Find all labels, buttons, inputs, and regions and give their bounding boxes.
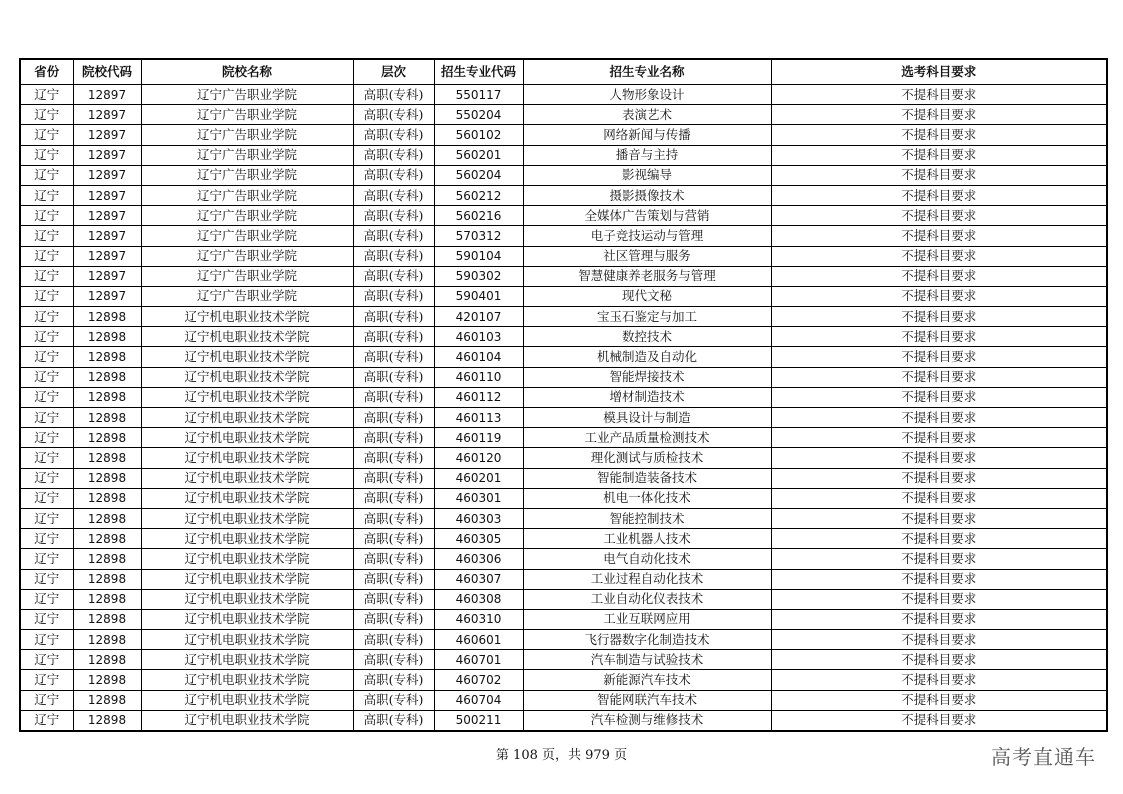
cell-province: 辽宁 xyxy=(20,145,73,165)
cell-major-code: 460103 xyxy=(434,327,523,347)
cell-major-name: 社区管理与服务 xyxy=(523,246,771,266)
cell-school-code: 12897 xyxy=(73,105,141,125)
cell-major-name: 理化测试与质检技术 xyxy=(523,448,771,468)
cell-major-code: 460702 xyxy=(434,670,523,690)
table-row xyxy=(20,347,1107,367)
cell-province: 辽宁 xyxy=(20,589,73,609)
cell-major-code: 460201 xyxy=(434,468,523,488)
cell-subject-requirement: 不提科目要求 xyxy=(771,307,1107,327)
page-number: 第 108 页，共 979 页 xyxy=(495,748,628,763)
cell-province: 辽宁 xyxy=(20,327,73,347)
cell-major-name: 新能源汽车技术 xyxy=(523,670,771,690)
cell-major-code: 460110 xyxy=(434,367,523,387)
cell-province: 辽宁 xyxy=(20,710,73,731)
cell-province: 辽宁 xyxy=(20,105,73,125)
cell-school-name: 辽宁广告职业学院 xyxy=(141,125,353,145)
cell-school-code: 12897 xyxy=(73,246,141,266)
cell-school-code: 12898 xyxy=(73,347,141,367)
cell-level: 高职(专科) xyxy=(353,690,434,710)
cell-school-code: 12898 xyxy=(73,690,141,710)
cell-major-name: 汽车检测与维修技术 xyxy=(523,710,771,731)
table-header xyxy=(20,59,1107,85)
cell-province: 辽宁 xyxy=(20,609,73,629)
cell-level: 高职(专科) xyxy=(353,569,434,589)
cell-school-name: 辽宁广告职业学院 xyxy=(141,165,353,185)
cell-province: 辽宁 xyxy=(20,165,73,185)
cell-major-name: 智能控制技术 xyxy=(523,508,771,528)
cell-school-name: 辽宁机电职业技术学院 xyxy=(141,468,353,488)
cell-province: 辽宁 xyxy=(20,206,73,226)
cell-major-name: 智能网联汽车技术 xyxy=(523,690,771,710)
cell-major-code: 460119 xyxy=(434,428,523,448)
cell-province: 辽宁 xyxy=(20,428,73,448)
cell-subject-requirement: 不提科目要求 xyxy=(771,549,1107,569)
cell-major-code: 500211 xyxy=(434,710,523,731)
cell-school-name: 辽宁机电职业技术学院 xyxy=(141,387,353,407)
cell-major-name: 智能焊接技术 xyxy=(523,367,771,387)
cell-major-code: 460301 xyxy=(434,488,523,508)
cell-major-name: 模具设计与制造 xyxy=(523,408,771,428)
cell-school-name: 辽宁广告职业学院 xyxy=(141,286,353,306)
cell-subject-requirement: 不提科目要求 xyxy=(771,468,1107,488)
cell-school-name: 辽宁机电职业技术学院 xyxy=(141,347,353,367)
table-row xyxy=(20,589,1107,609)
cell-major-name: 影视编导 xyxy=(523,165,771,185)
cell-major-name: 电子竞技运动与管理 xyxy=(523,226,771,246)
cell-level: 高职(专科) xyxy=(353,529,434,549)
cell-major-code: 460701 xyxy=(434,650,523,670)
cell-level: 高职(专科) xyxy=(353,408,434,428)
cell-subject-requirement: 不提科目要求 xyxy=(771,286,1107,306)
cell-subject-requirement: 不提科目要求 xyxy=(771,529,1107,549)
cell-subject-requirement: 不提科目要求 xyxy=(771,105,1107,125)
table-row xyxy=(20,367,1107,387)
cell-subject-requirement: 不提科目要求 xyxy=(771,206,1107,226)
cell-school-name: 辽宁机电职业技术学院 xyxy=(141,508,353,528)
cell-major-code: 460601 xyxy=(434,630,523,650)
cell-school-code: 12898 xyxy=(73,448,141,468)
cell-major-code: 420107 xyxy=(434,307,523,327)
table-row xyxy=(20,609,1107,629)
cell-school-code: 12898 xyxy=(73,408,141,428)
cell-major-name: 摄影摄像技术 xyxy=(523,185,771,205)
cell-school-name: 辽宁机电职业技术学院 xyxy=(141,609,353,629)
cell-level: 高职(专科) xyxy=(353,246,434,266)
header-major-name: 招生专业名称 xyxy=(523,59,771,85)
cell-school-name: 辽宁机电职业技术学院 xyxy=(141,408,353,428)
cell-major-code: 460112 xyxy=(434,387,523,407)
cell-subject-requirement: 不提科目要求 xyxy=(771,609,1107,629)
cell-subject-requirement: 不提科目要求 xyxy=(771,508,1107,528)
cell-province: 辽宁 xyxy=(20,226,73,246)
cell-subject-requirement: 不提科目要求 xyxy=(771,246,1107,266)
cell-subject-requirement: 不提科目要求 xyxy=(771,266,1107,286)
cell-school-code: 12898 xyxy=(73,508,141,528)
cell-major-code: 560212 xyxy=(434,185,523,205)
cell-school-name: 辽宁广告职业学院 xyxy=(141,105,353,125)
cell-school-code: 12898 xyxy=(73,428,141,448)
cell-school-code: 12898 xyxy=(73,488,141,508)
table-row xyxy=(20,206,1107,226)
cell-major-code: 460310 xyxy=(434,609,523,629)
cell-major-code: 460104 xyxy=(434,347,523,367)
cell-school-code: 12897 xyxy=(73,286,141,306)
cell-major-name: 增材制造技术 xyxy=(523,387,771,407)
cell-level: 高职(专科) xyxy=(353,105,434,125)
cell-school-name: 辽宁广告职业学院 xyxy=(141,266,353,286)
cell-school-name: 辽宁广告职业学院 xyxy=(141,246,353,266)
cell-school-code: 12898 xyxy=(73,307,141,327)
cell-province: 辽宁 xyxy=(20,125,73,145)
cell-major-name: 现代文秘 xyxy=(523,286,771,306)
cell-school-name: 辽宁机电职业技术学院 xyxy=(141,670,353,690)
cell-school-name: 辽宁机电职业技术学院 xyxy=(141,630,353,650)
table-row xyxy=(20,630,1107,650)
cell-major-code: 590104 xyxy=(434,246,523,266)
cell-level: 高职(专科) xyxy=(353,589,434,609)
cell-subject-requirement: 不提科目要求 xyxy=(771,387,1107,407)
cell-major-code: 550117 xyxy=(434,85,523,105)
cell-school-name: 辽宁机电职业技术学院 xyxy=(141,690,353,710)
cell-major-name: 机电一体化技术 xyxy=(523,488,771,508)
table-row xyxy=(20,246,1107,266)
cell-school-code: 12897 xyxy=(73,185,141,205)
table-row xyxy=(20,185,1107,205)
cell-major-name: 工业机器人技术 xyxy=(523,529,771,549)
cell-level: 高职(专科) xyxy=(353,165,434,185)
cell-province: 辽宁 xyxy=(20,448,73,468)
cell-school-name: 辽宁机电职业技术学院 xyxy=(141,428,353,448)
cell-school-name: 辽宁广告职业学院 xyxy=(141,85,353,105)
cell-major-code: 460308 xyxy=(434,589,523,609)
cell-level: 高职(专科) xyxy=(353,125,434,145)
cell-major-code: 590401 xyxy=(434,286,523,306)
cell-school-code: 12898 xyxy=(73,529,141,549)
table-row xyxy=(20,286,1107,306)
table-row xyxy=(20,408,1107,428)
cell-level: 高职(专科) xyxy=(353,448,434,468)
table-row xyxy=(20,468,1107,488)
header-school-name: 院校名称 xyxy=(141,59,353,85)
cell-school-name: 辽宁机电职业技术学院 xyxy=(141,367,353,387)
cell-major-name: 飞行器数字化制造技术 xyxy=(523,630,771,650)
cell-major-name: 全媒体广告策划与营销 xyxy=(523,206,771,226)
header-major-code: 招生专业代码 xyxy=(434,59,523,85)
cell-subject-requirement: 不提科目要求 xyxy=(771,85,1107,105)
cell-major-name: 电气自动化技术 xyxy=(523,549,771,569)
header-province: 省份 xyxy=(20,59,73,85)
cell-major-code: 560102 xyxy=(434,125,523,145)
cell-school-code: 12898 xyxy=(73,327,141,347)
cell-level: 高职(专科) xyxy=(353,508,434,528)
cell-subject-requirement: 不提科目要求 xyxy=(771,347,1107,367)
cell-province: 辽宁 xyxy=(20,670,73,690)
cell-school-code: 12897 xyxy=(73,206,141,226)
cell-school-code: 12898 xyxy=(73,468,141,488)
cell-level: 高职(专科) xyxy=(353,347,434,367)
cell-school-code: 12897 xyxy=(73,226,141,246)
cell-school-name: 辽宁机电职业技术学院 xyxy=(141,569,353,589)
cell-major-code: 560204 xyxy=(434,165,523,185)
table-row xyxy=(20,266,1107,286)
cell-province: 辽宁 xyxy=(20,307,73,327)
cell-level: 高职(专科) xyxy=(353,286,434,306)
cell-major-name: 人物形象设计 xyxy=(523,85,771,105)
cell-level: 高职(专科) xyxy=(353,327,434,347)
table-row xyxy=(20,165,1107,185)
table-row xyxy=(20,569,1107,589)
cell-province: 辽宁 xyxy=(20,488,73,508)
cell-school-code: 12898 xyxy=(73,630,141,650)
cell-level: 高职(专科) xyxy=(353,488,434,508)
header-subject-requirement: 选考科目要求 xyxy=(771,59,1107,85)
cell-subject-requirement: 不提科目要求 xyxy=(771,650,1107,670)
cell-major-code: 460113 xyxy=(434,408,523,428)
cell-major-name: 表演艺术 xyxy=(523,105,771,125)
table-row xyxy=(20,690,1107,710)
cell-school-code: 12898 xyxy=(73,670,141,690)
cell-subject-requirement: 不提科目要求 xyxy=(771,226,1107,246)
cell-province: 辽宁 xyxy=(20,468,73,488)
cell-school-name: 辽宁机电职业技术学院 xyxy=(141,327,353,347)
cell-subject-requirement: 不提科目要求 xyxy=(771,165,1107,185)
cell-province: 辽宁 xyxy=(20,246,73,266)
table-row xyxy=(20,327,1107,347)
cell-school-code: 12898 xyxy=(73,387,141,407)
cell-school-code: 12897 xyxy=(73,266,141,286)
cell-school-code: 12898 xyxy=(73,609,141,629)
cell-subject-requirement: 不提科目要求 xyxy=(771,428,1107,448)
cell-school-name: 辽宁机电职业技术学院 xyxy=(141,650,353,670)
cell-major-code: 460307 xyxy=(434,569,523,589)
cell-province: 辽宁 xyxy=(20,85,73,105)
cell-subject-requirement: 不提科目要求 xyxy=(771,589,1107,609)
cell-major-code: 460306 xyxy=(434,549,523,569)
cell-level: 高职(专科) xyxy=(353,650,434,670)
table-row xyxy=(20,145,1107,165)
table-row xyxy=(20,710,1107,731)
cell-province: 辽宁 xyxy=(20,508,73,528)
cell-school-name: 辽宁广告职业学院 xyxy=(141,226,353,246)
cell-level: 高职(专科) xyxy=(353,367,434,387)
cell-school-code: 12898 xyxy=(73,650,141,670)
table-row xyxy=(20,529,1107,549)
cell-level: 高职(专科) xyxy=(353,145,434,165)
table-row xyxy=(20,85,1107,105)
cell-major-name: 智慧健康养老服务与管理 xyxy=(523,266,771,286)
cell-level: 高职(专科) xyxy=(353,226,434,246)
cell-province: 辽宁 xyxy=(20,549,73,569)
cell-school-name: 辽宁广告职业学院 xyxy=(141,206,353,226)
cell-major-name: 机械制造及自动化 xyxy=(523,347,771,367)
cell-major-name: 工业自动化仪表技术 xyxy=(523,589,771,609)
cell-province: 辽宁 xyxy=(20,286,73,306)
cell-major-name: 工业产品质量检测技术 xyxy=(523,428,771,448)
cell-school-code: 12897 xyxy=(73,125,141,145)
cell-school-name: 辽宁机电职业技术学院 xyxy=(141,307,353,327)
cell-subject-requirement: 不提科目要求 xyxy=(771,408,1107,428)
cell-level: 高职(专科) xyxy=(353,85,434,105)
cell-subject-requirement: 不提科目要求 xyxy=(771,125,1107,145)
cell-subject-requirement: 不提科目要求 xyxy=(771,690,1107,710)
cell-major-name: 网络新闻与传播 xyxy=(523,125,771,145)
watermark-logo-text: 高考直通车 xyxy=(991,745,1096,769)
cell-school-name: 辽宁机电职业技术学院 xyxy=(141,529,353,549)
cell-school-code: 12898 xyxy=(73,710,141,731)
cell-level: 高职(专科) xyxy=(353,609,434,629)
table-row xyxy=(20,670,1107,690)
cell-subject-requirement: 不提科目要求 xyxy=(771,327,1107,347)
cell-major-name: 智能制造装备技术 xyxy=(523,468,771,488)
cell-school-code: 12898 xyxy=(73,367,141,387)
cell-school-name: 辽宁机电职业技术学院 xyxy=(141,448,353,468)
cell-major-code: 460305 xyxy=(434,529,523,549)
table-row xyxy=(20,508,1107,528)
cell-major-code: 460303 xyxy=(434,508,523,528)
cell-major-name: 汽车制造与试验技术 xyxy=(523,650,771,670)
admissions-table xyxy=(19,58,1108,732)
table-row xyxy=(20,650,1107,670)
cell-province: 辽宁 xyxy=(20,630,73,650)
table-row xyxy=(20,387,1107,407)
cell-level: 高职(专科) xyxy=(353,206,434,226)
cell-subject-requirement: 不提科目要求 xyxy=(771,145,1107,165)
cell-level: 高职(专科) xyxy=(353,549,434,569)
cell-major-code: 570312 xyxy=(434,226,523,246)
table-row xyxy=(20,549,1107,569)
table-row xyxy=(20,448,1107,468)
cell-province: 辽宁 xyxy=(20,266,73,286)
cell-major-code: 460120 xyxy=(434,448,523,468)
cell-major-name: 播音与主持 xyxy=(523,145,771,165)
cell-subject-requirement: 不提科目要求 xyxy=(771,670,1107,690)
cell-school-code: 12898 xyxy=(73,569,141,589)
cell-major-code: 550204 xyxy=(434,105,523,125)
cell-province: 辽宁 xyxy=(20,408,73,428)
cell-level: 高职(专科) xyxy=(353,710,434,731)
cell-level: 高职(专科) xyxy=(353,468,434,488)
cell-subject-requirement: 不提科目要求 xyxy=(771,367,1107,387)
cell-level: 高职(专科) xyxy=(353,266,434,286)
cell-school-code: 12897 xyxy=(73,145,141,165)
cell-school-code: 12897 xyxy=(73,165,141,185)
cell-level: 高职(专科) xyxy=(353,428,434,448)
cell-level: 高职(专科) xyxy=(353,630,434,650)
cell-major-name: 数控技术 xyxy=(523,327,771,347)
cell-level: 高职(专科) xyxy=(353,387,434,407)
header-school-code: 院校代码 xyxy=(73,59,141,85)
cell-subject-requirement: 不提科目要求 xyxy=(771,569,1107,589)
table-row xyxy=(20,125,1107,145)
cell-province: 辽宁 xyxy=(20,185,73,205)
table-row xyxy=(20,428,1107,448)
cell-school-name: 辽宁机电职业技术学院 xyxy=(141,589,353,609)
cell-school-name: 辽宁广告职业学院 xyxy=(141,145,353,165)
table-row xyxy=(20,488,1107,508)
cell-school-code: 12897 xyxy=(73,85,141,105)
cell-school-name: 辽宁机电职业技术学院 xyxy=(141,488,353,508)
cell-province: 辽宁 xyxy=(20,690,73,710)
cell-school-name: 辽宁广告职业学院 xyxy=(141,185,353,205)
header-level: 层次 xyxy=(353,59,434,85)
cell-province: 辽宁 xyxy=(20,529,73,549)
cell-school-code: 12898 xyxy=(73,589,141,609)
cell-province: 辽宁 xyxy=(20,347,73,367)
cell-major-code: 560216 xyxy=(434,206,523,226)
table-row xyxy=(20,226,1107,246)
cell-subject-requirement: 不提科目要求 xyxy=(771,185,1107,205)
table-row xyxy=(20,307,1107,327)
cell-school-name: 辽宁机电职业技术学院 xyxy=(141,710,353,731)
cell-level: 高职(专科) xyxy=(353,185,434,205)
cell-major-name: 宝玉石鉴定与加工 xyxy=(523,307,771,327)
cell-level: 高职(专科) xyxy=(353,307,434,327)
header-row xyxy=(20,59,1107,85)
cell-subject-requirement: 不提科目要求 xyxy=(771,630,1107,650)
cell-major-code: 460704 xyxy=(434,690,523,710)
cell-province: 辽宁 xyxy=(20,387,73,407)
cell-school-code: 12898 xyxy=(73,549,141,569)
cell-major-name: 工业过程自动化技术 xyxy=(523,569,771,589)
table-body xyxy=(20,85,1107,732)
cell-province: 辽宁 xyxy=(20,367,73,387)
cell-province: 辽宁 xyxy=(20,650,73,670)
table-row xyxy=(20,105,1107,125)
cell-school-name: 辽宁机电职业技术学院 xyxy=(141,549,353,569)
cell-level: 高职(专科) xyxy=(353,670,434,690)
cell-subject-requirement: 不提科目要求 xyxy=(771,488,1107,508)
cell-major-code: 560201 xyxy=(434,145,523,165)
cell-major-name: 工业互联网应用 xyxy=(523,609,771,629)
cell-province: 辽宁 xyxy=(20,569,73,589)
cell-subject-requirement: 不提科目要求 xyxy=(771,448,1107,468)
cell-major-code: 590302 xyxy=(434,266,523,286)
cell-subject-requirement: 不提科目要求 xyxy=(771,710,1107,731)
